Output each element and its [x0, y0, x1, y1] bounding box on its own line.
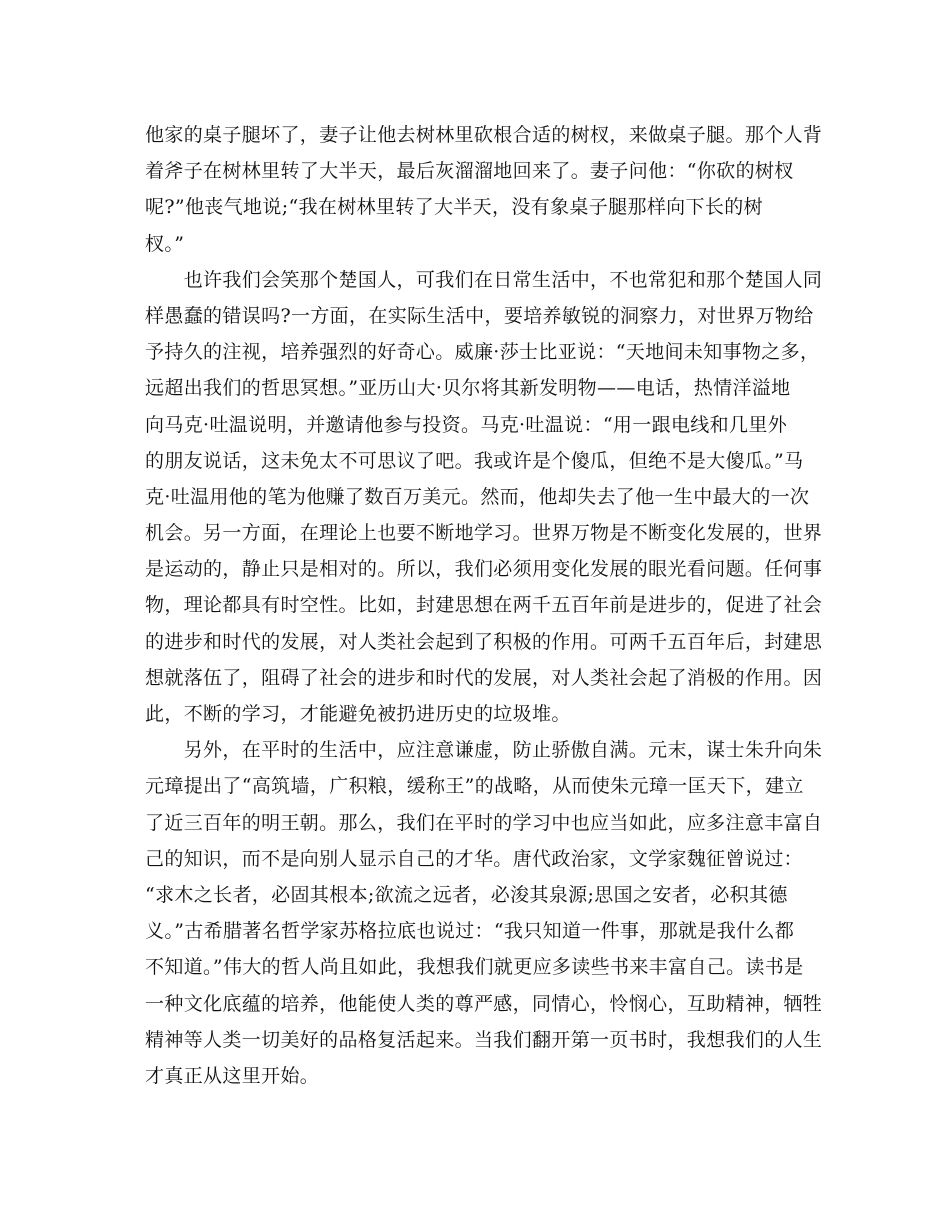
paragraph-start-line: 另外，在平时的生活中，应注意谦虚，防止骄傲自满。元末，谋士朱升向朱	[145, 739, 823, 762]
text-line: 着斧子在树林里转了大半天，最后灰溜溜地回来了。妻子问他：“你砍的树杈	[145, 160, 794, 183]
text-line: 他家的桌子腿坏了，妻子让他去树林里砍根合适的树杈，来做桌子腿。那个人背	[145, 124, 823, 146]
text-line: 样愚蠢的错误吗?一方面，在实际生活中，要培养敏锐的洞察力，对世界万物给	[145, 304, 814, 327]
text-line: 元璋提出了“高筑墙，广积粮，缓称王”的战略，从而使朱元璋一匡天下，建立	[145, 775, 804, 798]
text-line: 的朋友说话，这未免太不可思议了吧。我或许是个傻瓜，但绝不是大傻瓜。”马	[145, 449, 804, 472]
text-line: 杈。”	[145, 232, 185, 255]
text-line: 了近三百年的明王朝。那么，我们在平时的学习中也应当如此，应多注意丰富自	[145, 811, 823, 834]
text-line: 呢?”他丧气地说;“我在树林里转了大半天，没有象桌子腿那样向下长的树	[145, 196, 763, 219]
paragraph-start-line: 也许我们会笑那个楚国人，可我们在日常生活中，不也常犯和那个楚国人同	[145, 268, 823, 291]
text-line: 想就落伍了，阻碍了社会的进步和时代的发展，对人类社会起了消极的作用。因	[145, 666, 823, 689]
text-line: 己的知识，而不是向别人显示自己的才华。唐代政治家，文学家魏征曾说过：	[145, 847, 803, 870]
essay-text	[145, 117, 823, 1094]
text-line: 才真正从这里开始。	[145, 1064, 320, 1087]
text-line: 予持久的注视，培养强烈的好奇心。威廉·莎士比亚说：“天地间未知事物之多，	[145, 341, 820, 364]
text-line: 向马克·吐温说明，并邀请他参与投资。马克·吐温说：“用一跟电线和几里外	[145, 413, 788, 436]
text-line: 远超出我们的哲思冥想。”亚历山大·贝尔将其新发明物——电话，热情洋溢地	[145, 377, 791, 400]
text-line: 精神等人类一切美好的品格复活起来。当我们翻开第一页书时，我想我们的人生	[145, 1028, 823, 1051]
text-line: 机会。另一方面，在理论上也要不断地学习。世界万物是不断变化发展的，世界	[145, 522, 823, 545]
text-line: 是运动的，静止只是相对的。所以，我们必须用变化发展的眼光看问题。任何事	[145, 558, 823, 581]
text-line: 不知道。”伟大的哲人尚且如此，我想我们就更应多读些书来丰富自己。读书是	[145, 956, 804, 979]
text-line: 克·吐温用他的笔为他赚了数百万美元。然而，他却失去了他一生中最大的一次	[145, 485, 810, 508]
text-line: 一种文化底蕴的培养，他能使人类的尊严感，同情心，怜悯心，互助精神，牺牲	[145, 992, 823, 1015]
text-line: 物，理论都具有时空性。比如，封建思想在两千五百年前是进步的，促进了社会	[145, 594, 823, 617]
text-line: 此，不断的学习，才能避免被扔进历史的垃圾堆。	[145, 703, 571, 725]
text-line: 的进步和时代的发展，对人类社会起到了积极的作用。可两千五百年后，封建思	[145, 630, 823, 653]
text-line: “求木之长者，必固其根本;欲流之远者，必浚其泉源;思国之安者，必积其德	[145, 883, 788, 906]
text-line: 义。”古希腊著名哲学家苏格拉底也说过：“我只知道一件事，那就是我什么都	[145, 920, 795, 943]
